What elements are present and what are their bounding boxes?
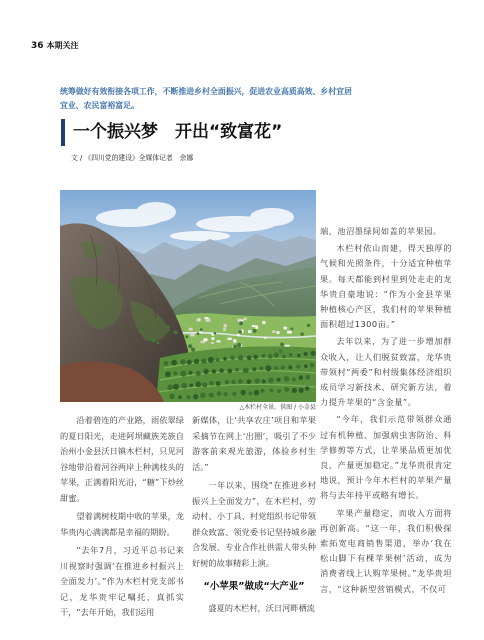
apple-tree [231, 380, 235, 384]
apple-tree [297, 354, 301, 358]
cloud [250, 208, 294, 226]
apple-tree [253, 367, 257, 371]
apple-tree [203, 369, 208, 374]
village-house [190, 333, 195, 336]
apple-tree [311, 351, 316, 356]
apple-tree [247, 356, 252, 361]
valley-tree [191, 348, 195, 352]
body-paragraph: 去年以来，为了进一步增加群众收入，让人们脱贫致富，龙华贵带领村“两委”和村级集体经济组织成员学习新技术、研究新方法，着力提升苹果的“含金量”。 [320, 336, 452, 408]
apple-tree [265, 365, 271, 371]
valley-tree [291, 328, 294, 331]
apple-tree [227, 369, 232, 374]
village-house [272, 331, 276, 333]
body-paragraph: “今年，我们示范带领群众通过有机种植、加强病虫害防治、科学修剪等方式，让苹果品质更加优良，产量更加稳定。”龙华贵很肯定地说，预计今年木栏村的苹果产量将与去年持平或略有增长。 [320, 414, 452, 501]
valley-tree [307, 324, 310, 327]
apple-tree [195, 381, 201, 387]
apple-tree [216, 381, 221, 386]
valley-tree [200, 328, 203, 331]
village-house [244, 318, 247, 321]
apple-tree [202, 382, 207, 387]
village-house [237, 319, 240, 322]
apple-tree [268, 378, 274, 384]
apple-tree [209, 393, 214, 398]
apple-tree [167, 385, 173, 391]
apple-tree [296, 365, 300, 369]
apple-tree [276, 378, 280, 382]
valley-tree [253, 329, 257, 333]
apple-tree [274, 366, 278, 370]
valley-tree [188, 344, 192, 348]
valley-tree [279, 350, 283, 354]
page-header [31, 33, 79, 52]
apple-tree [284, 387, 289, 392]
village-house [212, 337, 215, 340]
apple-tree [243, 368, 249, 374]
body-paragraph: 端，池沼墨绿间如盖的苹果园。 [320, 226, 442, 236]
apple-tree [281, 365, 285, 369]
village-house [216, 340, 220, 342]
valley-tree [233, 345, 237, 349]
apple-tree [235, 368, 239, 372]
valley-tree [239, 321, 243, 325]
apple-tree [180, 359, 186, 365]
valley-tree [214, 332, 217, 335]
apple-tree [254, 378, 259, 383]
body-paragraph: 苹果产量稳定，而收入方面将再创新高。“这一年，我们积极探索拓宽电商销售渠道，举办‘我在松山脚下有棵苹果树’活动，成为消费者线上认购苹果树。”龙华贵坦言，“这种新型营销模式，不仅可 [320, 507, 452, 594]
apple-tree [173, 371, 177, 375]
apple-tree [164, 361, 169, 366]
valley-tree [185, 335, 188, 338]
apple-tree [208, 357, 214, 363]
text-column-middle [192, 413, 316, 635]
apple-tree [180, 371, 186, 377]
photo-caption: △木栏村全景。供图 / 小金县 [239, 404, 316, 411]
village-house [196, 319, 199, 322]
apple-tree [230, 355, 235, 360]
apple-tree [165, 371, 171, 377]
apple-tree [173, 384, 179, 390]
village-house [248, 330, 251, 333]
village-house [276, 331, 279, 334]
apple-tree [178, 395, 182, 399]
apple-tree [215, 358, 219, 362]
village-house [262, 321, 265, 324]
apple-tree [292, 388, 297, 393]
apple-tree [217, 391, 222, 396]
valley-tree [174, 331, 178, 335]
body-paragraph: 沿着碧连的产业路，雨依翠绿的夏日阳光，走进阿坝藏族羌族自治州小金县沃日镇木栏村，只见河谷地带沿着河谷两岸上种满枝头的苹果，正满着阳光沿，“糖”下炒丝甜蜜。 [60, 415, 184, 503]
section-name: 本期关注 [46, 41, 79, 50]
title-accent-bar [61, 119, 65, 146]
valley-tree [239, 330, 242, 333]
village-house [284, 327, 288, 330]
apple-tree [209, 381, 213, 385]
apple-tree [169, 394, 174, 399]
apple-tree [187, 360, 192, 365]
apple-tree [304, 352, 308, 356]
body-paragraph: 新媒体，让‘共享农庄’项目和苹果采摘节在网上‘出圈’，吸引了不少游客前来观光旅游，体验乡村生活。” [192, 415, 316, 472]
apple-tree [261, 354, 265, 358]
body-paragraph: 望着满树枝期中收的苹果，龙华贵内心满满都是幸福的期盼。 [60, 511, 184, 537]
apple-tree [238, 379, 243, 384]
page-number: 36 [31, 41, 44, 51]
apple-tree [212, 369, 216, 373]
village-house [227, 338, 231, 340]
valley-tree [151, 338, 155, 342]
apple-tree [238, 355, 243, 360]
apple-tree [270, 389, 274, 393]
apple-tree [181, 383, 187, 389]
apple-tree [247, 379, 252, 384]
apple-tree [288, 365, 292, 369]
village-house [211, 342, 214, 344]
apple-tree [277, 389, 281, 393]
body-paragraph: “去年7月，习近平总书记来川视察时强调‘在推进乡村振兴上全面发力’。”作为木栏村党支部书记，龙华贵牢记嘱托，真抓实干，“去年开始，我们运用 [60, 545, 184, 617]
apple-tree [189, 384, 193, 388]
apple-tree [232, 392, 236, 396]
apple-tree [262, 379, 266, 383]
apple-tree [186, 395, 190, 399]
valley-tree [280, 343, 284, 347]
apple-tree [284, 376, 289, 381]
apple-tree [274, 352, 279, 357]
apple-tree [219, 368, 224, 373]
apple-tree [259, 366, 263, 370]
apple-tree [292, 378, 296, 382]
body-paragraph: 盛夏的木栏村，沃日河畔栖流 [208, 603, 315, 613]
apple-tree [193, 394, 198, 399]
valley-tree [151, 326, 154, 329]
village-house [199, 331, 203, 333]
body-paragraph: 一年以来，围绕“在推进乡村振兴上全面发力”，在木栏村，劳动村、小丁具、村党组织书记带领群众致富、领党委书记坚持城乡融合发展、专业合作社供需人带头种好树的故事精彩上演。 [192, 480, 316, 568]
apple-tree [249, 391, 253, 395]
photo-illustration [60, 190, 316, 402]
valley-tree [167, 325, 170, 328]
apple-tree [305, 386, 309, 390]
village-house [255, 325, 258, 329]
valley-tree [197, 332, 200, 335]
apple-tree [253, 355, 258, 360]
apple-tree [299, 388, 304, 393]
apple-tree [200, 393, 205, 398]
village-panorama-photo [60, 190, 316, 402]
apple-tree [201, 358, 206, 363]
apple-tree [299, 375, 304, 380]
village-house [233, 339, 236, 342]
apple-tree [254, 390, 260, 396]
apple-tree [194, 359, 199, 364]
apple-tree [223, 357, 227, 361]
village-house [237, 334, 240, 336]
valley-tree [237, 343, 241, 347]
village-house [264, 337, 267, 339]
village-house [189, 328, 193, 331]
valley-tree [139, 330, 142, 333]
apple-tree [189, 371, 193, 375]
village-house [224, 324, 227, 327]
apple-tree [282, 355, 286, 359]
text-column-right [320, 224, 452, 636]
cloud [136, 202, 176, 222]
apple-tree [310, 363, 314, 367]
cloud [170, 231, 230, 241]
apple-tree [241, 390, 246, 395]
apple-tree [171, 360, 177, 366]
text-column-left [60, 413, 184, 635]
article-title: 一个振兴梦 开出“致富花” [73, 122, 283, 142]
lead-paragraph: 统筹做好有效衔接各项工作，不断推进乡村全面振兴，促进农业高质高效、乡村宜居宜业、农民富裕富足。 [60, 87, 352, 110]
village-house [203, 338, 207, 341]
village-house [287, 331, 292, 334]
apple-tree [223, 392, 227, 396]
body-paragraph: 木栏村依山而建，得天独厚的气候和光照条件，十分适宜种植苹果。每天都能到村里到处走走的龙华贵自豪地说：“作为小金县苹果种植核心产区，我们村的苹果种植面积超过1300亩。” [320, 243, 452, 330]
apple-tree [225, 380, 229, 384]
village-house [223, 328, 226, 331]
valley-tree [301, 332, 304, 335]
apple-tree [196, 371, 201, 376]
apple-tree [305, 375, 310, 380]
apple-tree [304, 364, 308, 368]
apple-tree [261, 389, 265, 393]
section-subheading: “小苹果”做成“大产业” [203, 581, 305, 592]
apple-tree [268, 354, 273, 359]
village-house [252, 325, 255, 327]
valley-tree [156, 341, 159, 344]
apple-tree [289, 353, 293, 357]
village-house [205, 317, 209, 319]
byline: 文 / 《四川党的建设》全媒体记者 余娜 [71, 154, 194, 162]
